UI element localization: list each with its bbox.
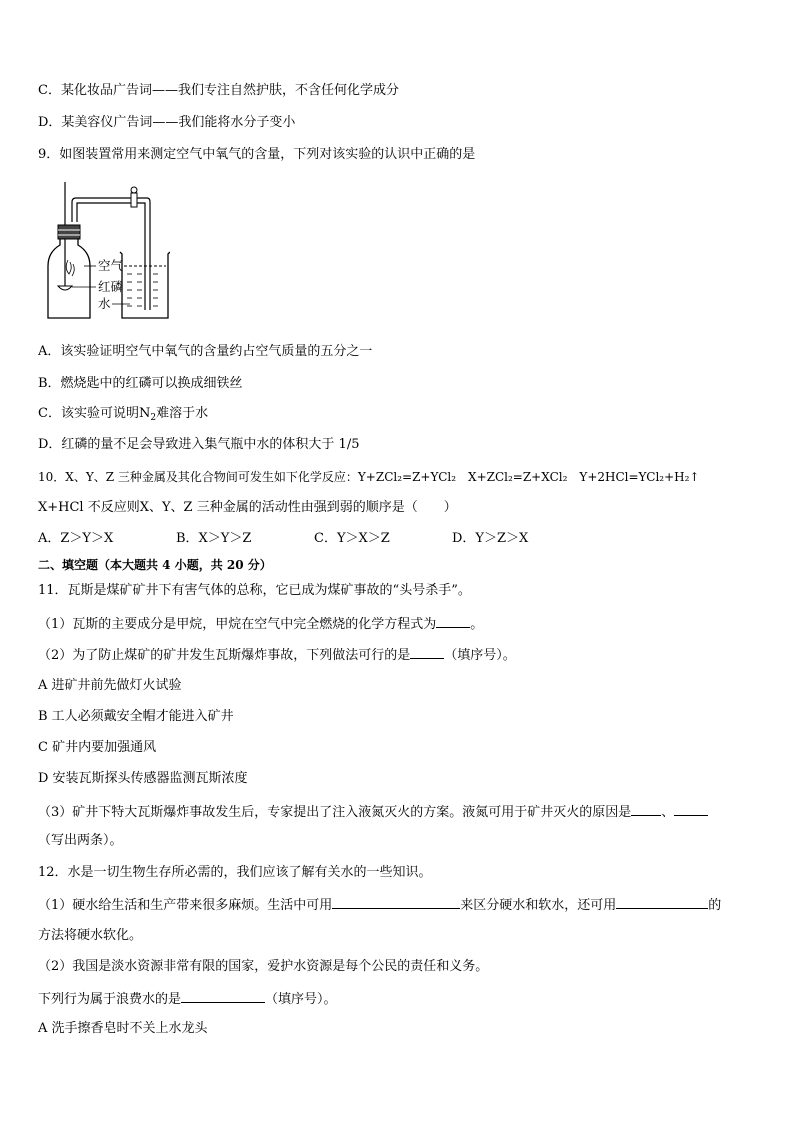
q12-part1: （1）硬水给生活和生产带来很多麻烦。生活中可用 来区分硬水和软水，还可用 的 (38, 895, 721, 915)
question-11: 11．瓦斯是煤矿矿井下有害气体的总称，它已成为煤矿事故的“头号杀手”。 (38, 583, 471, 598)
answer-blank[interactable] (181, 989, 265, 1003)
q11-part1: （1）瓦斯的主要成分是甲烷，甲烷在空气中完全燃烧的化学方程式为 。 (38, 614, 483, 634)
q11-choice-b: B 工人必须戴安全帽才能进入矿井 (38, 709, 234, 724)
flame (66, 260, 71, 274)
answer-blank[interactable] (436, 614, 470, 628)
oxygen-measurement-apparatus (40, 182, 170, 324)
label-red-phosphorus: 红磷 (98, 279, 124, 294)
question-10-line1: 10．X、Y、Z 三种金属及其化合物间可发生如下化学反应：Y+ZCl₂=Z+YCl₂ X+ZCl₂=Z+XCl₂ Y+2HCl=YCl₂+H₂↑ (38, 470, 700, 484)
gas-bottle (48, 239, 90, 318)
q10-option-b: B．X＞Y＞Z (176, 531, 252, 546)
question-9: 9．如图装置常用来测定空气中氧气的含量，下列对该实验的认识中正确的是 (38, 147, 476, 162)
q9-option-d: D．红磷的量不足会导致进入集气瓶中水的体积大于 1/5 (38, 437, 360, 452)
q9-option-a: A．该实验证明空气中氧气的含量约占空气质量的五分之一 (38, 344, 373, 359)
q9-option-c: C．该实验可说明$N_2$难溶于水 (38, 406, 209, 423)
q11-choice-d: D 安装瓦斯探头传感器监测瓦斯浓度 (38, 771, 248, 786)
answer-blank[interactable] (332, 895, 460, 909)
question-12: 12．水是一切生物生存所必需的，我们应该了解有关水的一些知识。 (38, 865, 432, 880)
stopper (58, 225, 80, 239)
option-d-line: D．某美容仪广告词——我们能将水分子变小 (38, 115, 296, 130)
answer-blank[interactable] (631, 802, 661, 816)
q9-option-b: B．燃烧匙中的红磷可以换成细铁丝 (38, 376, 243, 391)
question-10-line2: X+HCl 不反应则X、Y、Z 三种金属的活动性由强到弱的顺序是（ ） (38, 500, 457, 515)
q10-option-d: D．Y＞Z＞X (452, 531, 529, 546)
q12-part1-cont: 方法将硬水软化。 (38, 928, 143, 943)
option-c-line: C．某化妆品广告词——我们专注自然护肤，不含任何化学成分 (38, 83, 399, 98)
q11-choice-a: A 进矿井前先做灯火试验 (38, 678, 182, 693)
q11-part3: （3）矿井下特大瓦斯爆炸事故发生后，专家提出了注入液氮灭火的方案。液氮可用于矿井灭火的原因是 、 (38, 802, 708, 822)
q11-part3-cont: （写出两条）。 (38, 833, 123, 848)
q12-part2-question: 下列行为属于浪费水的是 （填序号）。 (38, 989, 337, 1009)
clamp (131, 193, 137, 207)
q12-choice-a: A 洗手擦香皂时不关上水龙头 (38, 1021, 208, 1036)
q10-option-c: C．Y＞X＞Z (314, 531, 390, 546)
label-water: 水 (98, 296, 111, 311)
q11-part2: （2）为了防止煤矿的矿井发生瓦斯爆炸事故，下列做法可行的是 （填序号）。 (38, 645, 516, 665)
water-lines (127, 274, 158, 306)
answer-blank[interactable] (616, 895, 708, 909)
q11-choice-c: C 矿井内要加强通风 (38, 740, 157, 755)
answer-blank[interactable] (674, 802, 708, 816)
q10-option-a: A．Z＞Y＞X (38, 531, 114, 546)
burning-spoon (58, 286, 72, 290)
label-air: 空气 (98, 258, 124, 273)
section-heading: 二、填空题（本大题共 4 小题，共 20 分） (38, 558, 272, 572)
q10-options (38, 530, 528, 548)
q12-part2: （2）我国是淡水资源非常有限的国家，爱护水资源是每个公民的责任和义务。 (38, 959, 489, 974)
answer-blank[interactable] (410, 645, 444, 659)
